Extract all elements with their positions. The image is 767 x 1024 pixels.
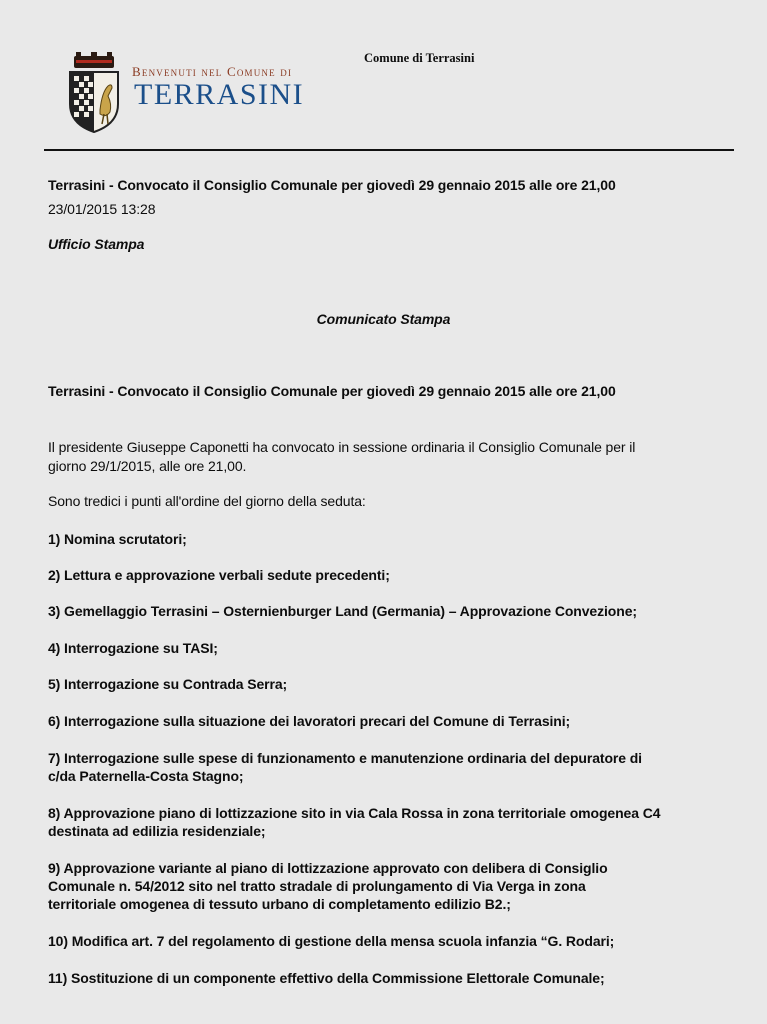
agenda-item-7-line-2: c/da Paternella-Costa Stagno; [48, 768, 244, 784]
logo-town-name: TERRASINI [134, 78, 305, 111]
article-headline: Terrasini - Convocato il Consiglio Comunale per giovedì 29 gennaio 2015 alle ore 21,00 [48, 177, 616, 193]
agenda-item-3: 3) Gemellaggio Terrasini – Osternienburger Land (Germania) – Approvazione Convezione; [48, 603, 637, 619]
release-subhead: Terrasini - Convocato il Consiglio Comunale per giovedì 29 gennaio 2015 alle ore 21,00 [48, 383, 616, 399]
header-divider [44, 149, 734, 151]
agenda-item-9-line-1: 9) Approvazione variante al piano di lottizzazione approvato con delibera di Consiglio [48, 860, 608, 876]
points-intro: Sono tredici i punti all'ordine del giorno della seduta: [48, 493, 366, 509]
agenda-item-4: 4) Interrogazione su TASI; [48, 640, 218, 656]
intro-line-1: Il presidente Giuseppe Caponetti ha convocato in sessione ordinaria il Consiglio Comunale per il [48, 439, 636, 455]
comune-logo [62, 48, 332, 138]
press-office: Ufficio Stampa [48, 236, 145, 252]
agenda-item-2: 2) Lettura e approvazione verbali sedute precedenti; [48, 567, 390, 583]
agenda-item-11: 11) Sostituzione di un componente effettivo della Commissione Elettorale Comunale; [48, 970, 605, 986]
intro-line-2: giorno 29/1/2015, alle ore 21,00. [48, 458, 247, 474]
agenda-item-8-line-2: destinata ad edilizia residenziale; [48, 823, 266, 839]
agenda-item-8-line-1: 8) Approvazione piano di lottizzazione sito in via Cala Rossa in zona territoriale omogenea C4 [48, 805, 661, 821]
release-label: Comunicato Stampa [316, 311, 451, 327]
crest-icon [66, 52, 122, 134]
agenda-item-9-line-3: territoriale omogenea di tessuto urbano di completamento edilizio B2.; [48, 896, 511, 912]
logo-welcome-text: Benvenuti nel Comune di [132, 64, 293, 79]
site-title: Comune di Terrasini [364, 51, 475, 65]
agenda-item-6: 6) Interrogazione sulla situazione dei lavoratori precari del Comune di Terrasini; [48, 713, 571, 729]
agenda-item-10: 10) Modifica art. 7 del regolamento di gestione della mensa scuola infanzia “G. Rodari; [48, 933, 615, 949]
agenda-item-5: 5) Interrogazione su Contrada Serra; [48, 676, 288, 692]
agenda-item-9-line-2: Comunale n. 54/2012 sito nel tratto stradale di prolungamento di Via Verga in zona [48, 878, 586, 894]
agenda-item-7-line-1: 7) Interrogazione sulle spese di funzionamento e manutenzione ordinaria del depuratore di [48, 750, 642, 766]
article-datetime: 23/01/2015 13:28 [48, 201, 156, 217]
agenda-item-1: 1) Nomina scrutatori; [48, 531, 187, 547]
